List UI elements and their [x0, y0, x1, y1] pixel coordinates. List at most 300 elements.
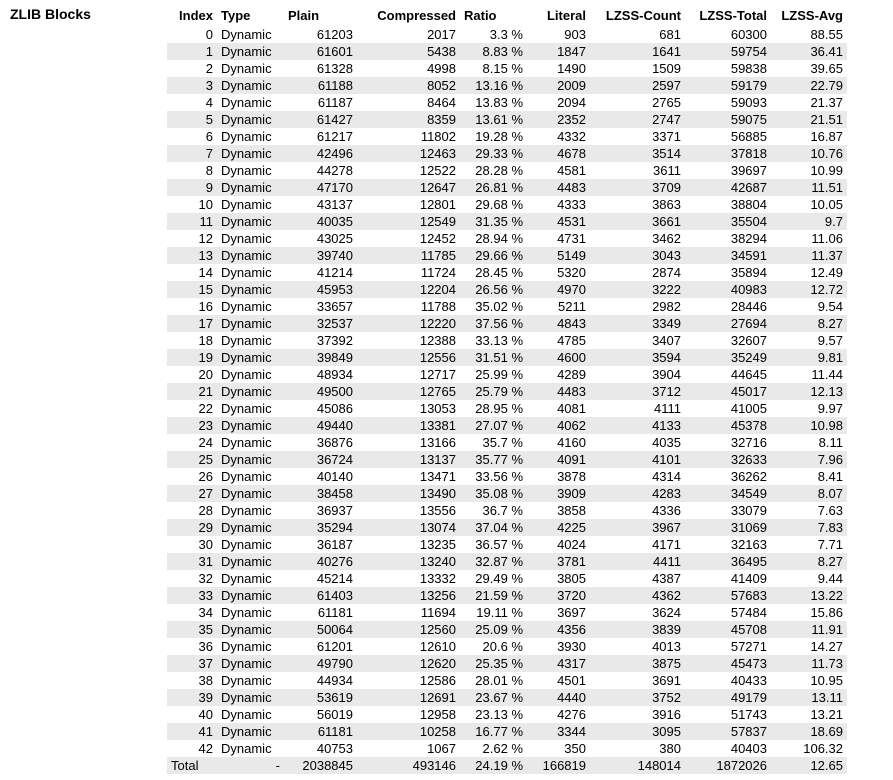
cell-lzss-total: 45378 [685, 417, 771, 434]
cell-lzss-avg: 10.05 [810, 197, 843, 212]
cell-lzss-count: 4314 [652, 469, 681, 484]
cell-lzss-count: 4362 [590, 587, 685, 604]
cell-plain: 39849 [284, 349, 357, 366]
cell-type: Dynamic [221, 95, 272, 110]
total-plain: 2038845 [284, 757, 357, 774]
cell-index: 1 [167, 43, 217, 60]
cell-plain: 61188 [284, 77, 357, 94]
cell-type: Dynamic [217, 723, 284, 740]
cell-compressed: 8359 [357, 111, 460, 128]
cell-ratio: 27.07 % [460, 417, 527, 434]
cell-ratio: 16.77 % [460, 723, 527, 740]
total-type: - [217, 757, 284, 774]
table-row [167, 468, 847, 485]
cell-type: Dynamic [221, 503, 272, 518]
cell-literal: 5149 [527, 247, 590, 264]
cell-type: Dynamic [217, 349, 284, 366]
cell-literal: 3344 [527, 723, 590, 740]
cell-literal: 4160 [557, 435, 586, 450]
cell-lzss-avg: 10.76 [771, 145, 847, 162]
total-lzss-count: 148014 [590, 757, 685, 774]
cell-literal: 4785 [557, 333, 586, 348]
cell-literal: 2009 [527, 77, 590, 94]
cell-plain: 61217 [316, 129, 353, 144]
table-row [167, 128, 847, 145]
cell-lzss-count: 3514 [590, 145, 685, 162]
cell-lzss-avg: 15.86 [810, 605, 843, 620]
column-header-lzss-avg[interactable]: LZSS-Avg [771, 7, 847, 26]
column-header-index[interactable]: Index [167, 7, 217, 26]
cell-lzss-count: 3709 [590, 179, 685, 196]
table-row [167, 111, 847, 128]
cell-literal: 4356 [527, 621, 590, 638]
cell-lzss-total: 44645 [730, 367, 767, 382]
cell-ratio: 3.3 % [489, 27, 523, 42]
cell-compressed: 12765 [357, 383, 460, 400]
cell-plain: 61187 [317, 95, 353, 110]
cell-literal: 1847 [527, 43, 590, 60]
cell-lzss-total: 45473 [685, 655, 771, 672]
cell-lzss-count: 3624 [652, 605, 681, 620]
total-row [167, 757, 847, 774]
cell-lzss-count: 4411 [590, 553, 685, 570]
cell-lzss-total: 32607 [730, 333, 767, 348]
table-row [167, 638, 847, 655]
cell-plain: 32537 [284, 315, 357, 332]
cell-lzss-count: 3371 [652, 129, 681, 144]
cell-compressed: 2017 [427, 27, 456, 42]
table-row [167, 213, 847, 230]
cell-lzss-avg: 9.81 [771, 349, 847, 366]
cell-literal: 903 [564, 27, 586, 42]
cell-plain: 40035 [284, 213, 357, 230]
cell-plain: 48934 [316, 367, 353, 382]
cell-plain: 45953 [284, 281, 357, 298]
cell-lzss-avg: 13.22 [771, 587, 847, 604]
cell-lzss-count: 4111 [654, 401, 681, 416]
cell-lzss-avg: 7.71 [817, 537, 843, 552]
cell-plain: 61328 [316, 61, 353, 76]
table-row [167, 689, 847, 706]
cell-plain: 43137 [316, 197, 353, 212]
cell-lzss-avg: 11.91 [771, 621, 847, 638]
cell-type: Dynamic [221, 367, 272, 382]
table-row [167, 366, 847, 383]
cell-ratio: 33.13 % [475, 333, 523, 348]
cell-ratio: 33.56 % [475, 469, 523, 484]
total-ratio: 24.19 % [460, 757, 527, 774]
cell-lzss-avg: 11.51 [771, 179, 847, 196]
cell-lzss-count: 3839 [590, 621, 685, 638]
cell-plain: 40753 [316, 741, 353, 756]
cell-compressed: 12556 [357, 349, 460, 366]
cell-lzss-avg: 9.97 [817, 401, 843, 416]
cell-lzss-avg: 13.21 [810, 707, 843, 722]
cell-plain: 45086 [316, 401, 353, 416]
cell-type: Dynamic [217, 315, 284, 332]
cell-lzss-avg: 12.13 [771, 383, 847, 400]
cell-type: Dynamic [221, 537, 272, 552]
cell-plain: 45214 [316, 571, 353, 586]
cell-lzss-avg: 11.44 [811, 367, 843, 382]
cell-lzss-avg: 8.41 [817, 469, 843, 484]
cell-ratio: 13.16 % [460, 77, 527, 94]
cell-index: 6 [205, 129, 213, 144]
cell-literal: 4581 [557, 163, 586, 178]
cell-type: Dynamic [221, 571, 272, 586]
cell-index: 37 [167, 655, 217, 672]
cell-lzss-avg: 36.41 [771, 43, 847, 60]
cell-index: 32 [198, 571, 213, 586]
cell-literal: 1490 [557, 61, 586, 76]
cell-type: Dynamic [217, 247, 284, 264]
cell-literal: 4024 [557, 537, 586, 552]
table-row [167, 26, 847, 44]
cell-lzss-avg: 7.63 [817, 503, 843, 518]
cell-lzss-total: 40403 [730, 741, 767, 756]
cell-lzss-avg: 10.99 [810, 163, 843, 178]
cell-index: 29 [167, 519, 217, 536]
column-header-lzss-total[interactable]: LZSS-Total [685, 7, 771, 26]
cell-compressed: 13074 [357, 519, 460, 536]
cell-literal: 350 [564, 741, 586, 756]
cell-literal: 4276 [557, 707, 586, 722]
cell-lzss-total: 40433 [730, 673, 767, 688]
cell-compressed: 12549 [357, 213, 460, 230]
cell-plain: 36937 [316, 503, 353, 518]
cell-plain: 47170 [284, 179, 357, 196]
cell-type: Dynamic [217, 451, 284, 468]
cell-lzss-avg: 12.72 [771, 281, 847, 298]
cell-ratio: 28.28 % [475, 163, 523, 178]
column-header-plain[interactable]: Plain [284, 7, 357, 26]
cell-plain: 33657 [316, 299, 353, 314]
cell-plain: 61601 [284, 43, 357, 60]
cell-compressed: 12691 [357, 689, 460, 706]
cell-index: 0 [205, 27, 213, 42]
cell-ratio: 2.62 % [482, 741, 523, 756]
column-header-compressed[interactable]: Compressed [357, 7, 460, 26]
cell-plain: 61201 [316, 639, 353, 654]
cell-lzss-avg: 13.11 [771, 689, 847, 706]
cell-index: 28 [198, 503, 213, 518]
cell-lzss-count: 2747 [590, 111, 685, 128]
column-header-type[interactable]: Type [217, 7, 284, 26]
table-row [167, 434, 847, 451]
cell-literal: 4225 [527, 519, 590, 536]
cell-plain: 42496 [284, 145, 357, 162]
cell-lzss-count: 380 [659, 741, 681, 756]
cell-ratio: 23.67 % [460, 689, 527, 706]
cell-literal: 4600 [527, 349, 590, 366]
cell-compressed: 12717 [419, 367, 456, 382]
cell-ratio: 19.11 % [476, 605, 523, 620]
cell-ratio: 21.59 % [460, 587, 527, 604]
cell-plain: 37392 [316, 333, 353, 348]
cell-lzss-avg: 10.95 [810, 673, 843, 688]
cell-ratio: 13.61 % [460, 111, 527, 128]
cell-index: 4 [205, 95, 213, 110]
cell-lzss-avg: 18.69 [771, 723, 847, 740]
cell-type: Dynamic [221, 61, 272, 76]
cell-index: 13 [167, 247, 217, 264]
cell-compressed: 8464 [427, 95, 456, 110]
cell-index: 14 [198, 265, 213, 280]
cell-lzss-total: 39697 [730, 163, 767, 178]
cell-index: 11 [167, 213, 217, 230]
cell-index: 41 [167, 723, 217, 740]
cell-literal: 4678 [527, 145, 590, 162]
table-row [167, 247, 847, 264]
table-row [167, 230, 847, 247]
cell-type: Dynamic [221, 673, 272, 688]
cell-literal: 4440 [527, 689, 590, 706]
cell-lzss-total: 57837 [685, 723, 771, 740]
cell-ratio: 28.45 % [475, 265, 523, 280]
total-label: Total [167, 757, 217, 774]
cell-lzss-total: 38294 [730, 231, 767, 246]
cell-lzss-total: 42687 [685, 179, 771, 196]
cell-plain: 61427 [284, 111, 357, 128]
cell-compressed: 12204 [357, 281, 460, 298]
cell-lzss-count: 3661 [590, 213, 685, 230]
cell-ratio: 36.57 % [475, 537, 523, 552]
cell-lzss-total: 33079 [730, 503, 767, 518]
table-row [167, 145, 847, 162]
cell-type: Dynamic [221, 129, 272, 144]
cell-index: 9 [167, 179, 217, 196]
cell-lzss-total: 45708 [685, 621, 771, 638]
cell-compressed: 12388 [419, 333, 456, 348]
cell-index: 19 [167, 349, 217, 366]
cell-compressed: 13332 [419, 571, 456, 586]
cell-index: 23 [167, 417, 217, 434]
zlib-blocks-table [167, 7, 847, 774]
cell-lzss-avg: 10.98 [771, 417, 847, 434]
cell-lzss-count: 2597 [590, 77, 685, 94]
table-row [167, 519, 847, 536]
cell-compressed: 12452 [419, 231, 456, 246]
cell-plain: 61203 [316, 27, 353, 42]
table-row [167, 536, 847, 553]
cell-lzss-total: 57271 [730, 639, 767, 654]
cell-lzss-total: 45017 [685, 383, 771, 400]
cell-ratio: 23.13 % [475, 707, 523, 722]
cell-lzss-count: 4171 [652, 537, 681, 552]
cell-plain: 56019 [316, 707, 353, 722]
cell-ratio: 25.99 % [475, 367, 523, 382]
cell-ratio: 37.04 % [460, 519, 527, 536]
cell-lzss-count: 3916 [652, 707, 681, 722]
cell-lzss-avg: 9.7 [771, 213, 847, 230]
column-header-lzss-count[interactable]: LZSS-Count [590, 7, 685, 26]
cell-lzss-count: 4387 [652, 571, 681, 586]
cell-type: Dynamic [221, 741, 272, 756]
cell-lzss-avg: 22.79 [771, 77, 847, 94]
table-row [167, 655, 847, 672]
cell-literal: 4317 [527, 655, 590, 672]
cell-lzss-avg: 7.83 [771, 519, 847, 536]
cell-lzss-total: 32633 [685, 451, 771, 468]
cell-literal: 3858 [557, 503, 586, 518]
cell-compressed: 11724 [420, 265, 456, 280]
cell-type: Dynamic [217, 281, 284, 298]
cell-literal: 3781 [527, 553, 590, 570]
column-header-ratio[interactable]: Ratio [460, 7, 527, 26]
cell-type: Dynamic [221, 333, 272, 348]
table-row [167, 94, 847, 111]
cell-literal: 3697 [557, 605, 586, 620]
cell-index: 16 [198, 299, 213, 314]
cell-lzss-avg: 21.37 [810, 95, 843, 110]
cell-type: Dynamic [217, 213, 284, 230]
cell-index: 34 [198, 605, 213, 620]
cell-lzss-total: 41409 [730, 571, 767, 586]
table-row [167, 604, 847, 621]
cell-type: Dynamic [217, 383, 284, 400]
cell-type: Dynamic [221, 231, 272, 246]
table-row [167, 162, 847, 179]
cell-plain: 50064 [284, 621, 357, 638]
cell-lzss-avg: 88.55 [810, 27, 843, 42]
table-row [167, 298, 847, 315]
cell-compressed: 4998 [427, 61, 456, 76]
cell-lzss-count: 3863 [652, 197, 681, 212]
cell-type: Dynamic [217, 43, 284, 60]
cell-index: 36 [198, 639, 213, 654]
cell-plain: 49500 [284, 383, 357, 400]
cell-lzss-avg: 11.37 [771, 247, 847, 264]
cell-lzss-total: 34549 [685, 485, 771, 502]
cell-lzss-avg: 11.06 [811, 231, 843, 246]
cell-lzss-count: 3462 [652, 231, 681, 246]
cell-lzss-avg: 11.73 [771, 655, 847, 672]
cell-type: Dynamic [217, 485, 284, 502]
cell-lzss-total: 35894 [730, 265, 767, 280]
cell-type: Dynamic [217, 519, 284, 536]
cell-type: Dynamic [221, 435, 272, 450]
cell-literal: 2352 [527, 111, 590, 128]
table-row [167, 315, 847, 332]
cell-type: Dynamic [221, 401, 272, 416]
cell-index: 8 [205, 163, 213, 178]
cell-index: 15 [167, 281, 217, 298]
cell-literal: 4483 [527, 383, 590, 400]
cell-type: Dynamic [221, 265, 272, 280]
cell-type: Dynamic [221, 27, 272, 42]
table-row [167, 706, 847, 723]
cell-ratio: 36.7 % [482, 503, 523, 518]
cell-type: Dynamic [217, 587, 284, 604]
cell-index: 42 [198, 741, 213, 756]
cell-plain: 44934 [316, 673, 353, 688]
cell-ratio: 31.51 % [460, 349, 527, 366]
cell-compressed: 12647 [357, 179, 460, 196]
cell-plain: 35294 [284, 519, 357, 536]
cell-type: Dynamic [217, 689, 284, 706]
cell-lzss-total: 59075 [685, 111, 771, 128]
cell-lzss-total: 31069 [685, 519, 771, 536]
column-header-literal[interactable]: Literal [527, 7, 590, 26]
table-row [167, 723, 847, 740]
cell-lzss-total: 28446 [730, 299, 767, 314]
cell-lzss-count: 3967 [590, 519, 685, 536]
cell-index: 22 [198, 401, 213, 416]
cell-lzss-count: 3875 [590, 655, 685, 672]
cell-lzss-avg: 106.32 [803, 741, 843, 756]
cell-compressed: 13556 [419, 503, 456, 518]
cell-literal: 4970 [527, 281, 590, 298]
cell-ratio: 13.83 % [475, 95, 523, 110]
cell-plain: 41214 [316, 265, 353, 280]
cell-index: 18 [198, 333, 213, 348]
cell-plain: 49790 [284, 655, 357, 672]
cell-compressed: 11785 [357, 247, 460, 264]
cell-ratio: 28.01 % [475, 673, 523, 688]
cell-ratio: 35.08 % [460, 485, 527, 502]
cell-lzss-count: 3407 [652, 333, 681, 348]
cell-compressed: 11694 [420, 605, 456, 620]
cell-lzss-total: 35249 [685, 349, 771, 366]
cell-plain: 38458 [284, 485, 357, 502]
cell-plain: 49440 [284, 417, 357, 434]
cell-index: 3 [167, 77, 217, 94]
cell-lzss-count: 3095 [590, 723, 685, 740]
cell-type: Dynamic [221, 163, 272, 178]
cell-lzss-total: 36262 [730, 469, 767, 484]
cell-compressed: 13166 [419, 435, 456, 450]
table-row [167, 621, 847, 638]
cell-literal: 3909 [527, 485, 590, 502]
cell-plain: 61181 [317, 605, 353, 620]
cell-lzss-total: 35504 [685, 213, 771, 230]
cell-lzss-total: 56885 [730, 129, 767, 144]
cell-lzss-avg: 8.07 [771, 485, 847, 502]
cell-type: Dynamic [221, 469, 272, 484]
cell-lzss-avg: 7.96 [771, 451, 847, 468]
cell-lzss-total: 59838 [730, 61, 767, 76]
cell-compressed: 10258 [357, 723, 460, 740]
cell-lzss-avg: 9.57 [817, 333, 843, 348]
cell-ratio: 28.95 % [475, 401, 523, 416]
total-lzss-total: 1872026 [685, 757, 771, 774]
cell-lzss-total: 49179 [685, 689, 771, 706]
cell-ratio: 35.77 % [460, 451, 527, 468]
cell-plain: 36876 [316, 435, 353, 450]
cell-lzss-count: 3691 [652, 673, 681, 688]
table-row [167, 400, 847, 417]
cell-index: 39 [167, 689, 217, 706]
cell-plain: 53619 [284, 689, 357, 706]
cell-compressed: 8052 [357, 77, 460, 94]
table-row [167, 570, 847, 587]
cell-lzss-total: 60300 [730, 27, 767, 42]
cell-lzss-count: 4035 [652, 435, 681, 450]
cell-index: 7 [167, 145, 217, 162]
cell-lzss-count: 3222 [590, 281, 685, 298]
cell-lzss-count: 681 [659, 27, 681, 42]
table-row [167, 485, 847, 502]
cell-ratio: 29.68 % [475, 197, 523, 212]
cell-lzss-avg: 8.27 [771, 315, 847, 332]
cell-compressed: 12560 [357, 621, 460, 638]
cell-plain: 36187 [316, 537, 353, 552]
cell-ratio: 8.15 % [482, 61, 523, 76]
table-row [167, 77, 847, 94]
cell-lzss-avg: 39.65 [810, 61, 843, 76]
cell-index: 2 [205, 61, 213, 76]
cell-lzss-count: 3594 [590, 349, 685, 366]
